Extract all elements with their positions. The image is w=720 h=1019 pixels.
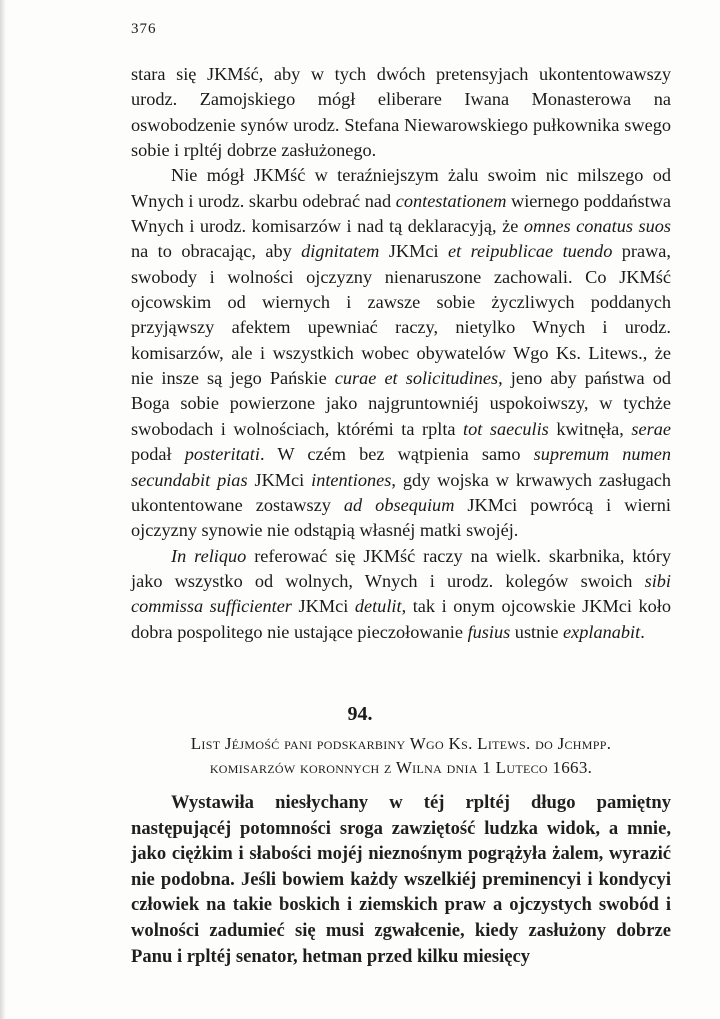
latin-phrase: posteritati	[184, 444, 260, 465]
latin-phrase: In reliquo	[171, 545, 247, 566]
latin-phrase: ad obsequium	[343, 494, 455, 515]
latin-phrase: detulit	[354, 596, 402, 617]
text-run: JKMci powrócą i wierni ojczyzny synowie nie odstąpią własnéj matki swojéj.	[131, 494, 671, 541]
text-run: wiernego poddaństwa Wnych i urodz. komisarzów i nad tą deklaracyją, że	[131, 190, 671, 237]
letter-body	[131, 790, 671, 969]
latin-phrase: contestationem	[395, 190, 507, 211]
text-run: kwitnęła,	[548, 418, 632, 439]
text-run: , tak i onym ojcowskie JKMci koło dobra pospolitego nie ustające pieczołowanie	[131, 596, 671, 642]
latin-phrase: omnes conatus suos	[523, 216, 672, 237]
paragraph-1: stara się JKMść, aby w tych dwóch pretensyjach ukontentowawszy urodz. Zamojskiego mógł eliberare Iwana Monasterowa na oswobodzenie synów urodz. Stefana Niewarowskiego pułkownika swego sobie i rpltéj dobrze zasłużonego.	[131, 64, 671, 161]
text-run: referować się JKMść raczy na wielk. skarbnika, który jako wszystko od wolnych, Wnych i urodz. kolegów swoich	[131, 545, 671, 591]
text-run: JKMci	[379, 241, 448, 262]
document-title-line-2: komisarzów koronnych z Wilna dnia 1 Luteco 1663.	[209, 758, 593, 777]
text-run: JKMci	[247, 469, 312, 490]
text-run: na to obracając, aby	[131, 241, 302, 262]
document-number: 94.	[347, 703, 373, 725]
page-edge-shadow	[0, 0, 6, 1019]
letter-body-continued	[131, 62, 671, 645]
text-run: , gdy wojska w krwawych zasługach ukontentowane zostawszy	[131, 469, 672, 515]
text-run: . W czém bez wątpienia samo	[259, 444, 534, 465]
text-run: Nie mógł JKMść w teraźniejszym żalu swoim nic milszego od Wnych i urodz. skarbu odebrać nad	[131, 165, 671, 211]
latin-phrase: dignitatem	[301, 241, 380, 262]
text-run: ustnie	[510, 621, 564, 642]
text-run: podał	[131, 444, 185, 465]
paragraph-4: Wystawiła niesłychany w téj rpltéj długo pamiętny następującéj potomności sroga zawziętość ludzka widok, a mnie, jako ciężkim i słabości mojéj nieznośnym pogrążyła żalem, wyrazić nie podobna. Jeśli bowiem każdy wszelkiéj preminencyi i kondycyi człowiek na takie boskich i ziemskich praw a ojczystych swobód i wolności zadumieć się musi zgwałcenie, kiedy zasłużony dobrze Panu i rpltéj senator, hetman przed kilku miesięcy	[131, 792, 671, 967]
text-run: .	[640, 621, 645, 642]
page-number: 376	[131, 21, 157, 37]
paragraph-2	[131, 163, 671, 543]
latin-phrase: curae et solicitudines	[334, 368, 499, 389]
latin-phrase: intentiones	[311, 469, 392, 490]
document-title-line-1: List Jéjmość pani podskarbiny Wgo Ks. Litews. do Jchmpp.	[190, 734, 612, 753]
document-title	[131, 732, 671, 780]
text-run: , jeno aby państwa od Boga sobie powierzone jako najgruntowniéj uspokoiwszy, w tychże swobodach i wolnościach, którémi ta rplta	[131, 368, 671, 439]
text-run: prawa, swobody i wolności ojczyzny nienaruszone zachowali. Co JKMść ojcowskim od wiernych i zawsze sobie życzliwych poddanych przyjąwszy afektem upewniać raczy, nietylko Wnych i urodz. komisarzów, ale i wszystkich wobec obywatelów Wgo Ks. Litews., że nie insze są jego Pańskie	[131, 241, 671, 389]
latin-phrase: fusius	[467, 621, 511, 642]
latin-phrase: sibi commissa sufficienter	[131, 570, 671, 617]
paragraph-3	[131, 544, 671, 645]
latin-phrase: supremum numen secundabit pias	[131, 444, 672, 490]
latin-phrase: et reipublicae tuendo	[447, 241, 613, 262]
text-run: JKMci	[291, 596, 355, 617]
latin-phrase: serae	[631, 418, 671, 439]
latin-phrase: explanabit	[563, 621, 641, 642]
latin-phrase: tot saeculis	[463, 418, 549, 439]
